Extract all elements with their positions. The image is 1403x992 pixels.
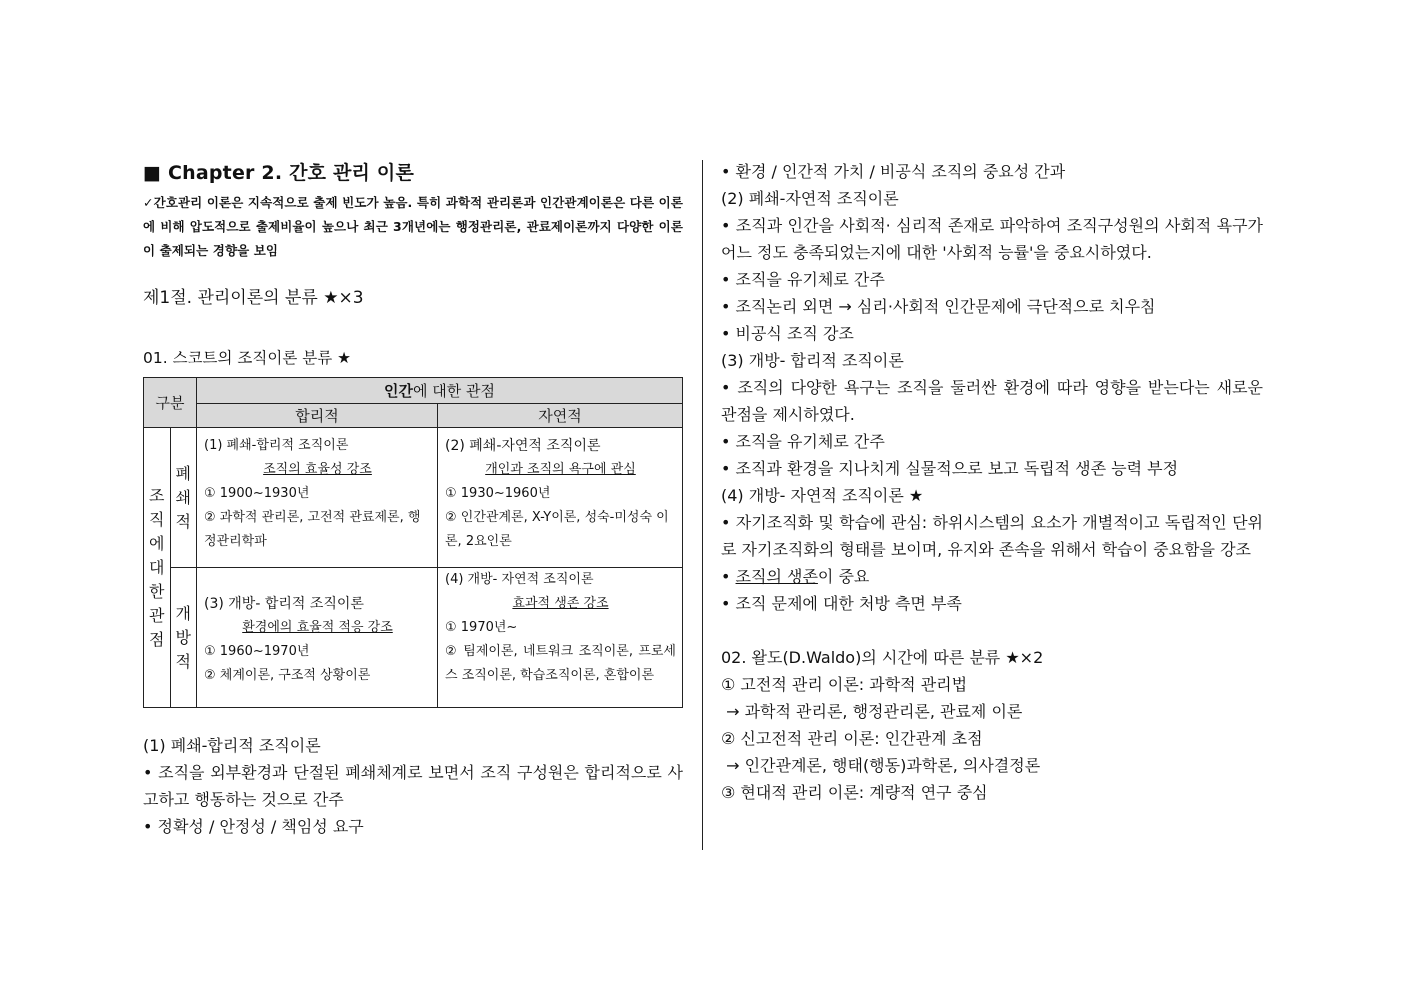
cell-open-rational: (3) 개방- 합리적 조직이론 환경에의 효율적 적응 강조 ① 1960~1970년 ② 체계이론, 구조적 상황이론 (197, 568, 438, 708)
bullet: • 조직의 다양한 욕구는 조직을 둘러싼 환경에 따라 영향을 받는다는 새로운 관점을 제시하였다. (721, 378, 1263, 424)
waldo-item: ② 신고전적 관리 이론: 인간관계 초점 (721, 729, 983, 748)
bullet: • 조직을 유기체로 간주 (721, 432, 885, 451)
left-body (143, 732, 683, 840)
waldo-item-detail: → 인간관계론, 행태(행동)과학론, 의사결정론 (721, 756, 1041, 775)
open-label: 개 방 적 (170, 568, 197, 708)
waldo-item: ① 고전적 관리 이론: 과학적 관리법 (721, 675, 968, 694)
bullet: • 조직을 유기체로 간주 (721, 270, 885, 289)
open-natural-heading: (4) 개방- 자연적 조직이론 ★ (721, 486, 924, 505)
bullet: • 자기조직화 및 학습에 관심: 하위시스템의 요소가 개별적이고 독립적인 단위로 자기조직화의 형태를 보이며, 유지와 존속을 위해서 학습이 중요함을 강조 (721, 513, 1263, 559)
cell-open-natural: (4) 개방- 자연적 조직이론 효과적 생존 강조 ① 1970년~ ② 팀제이론, 네트워크 조직이론, 프로세스 조직이론, 학습조직이론, 혼합이론 (438, 568, 683, 708)
header-human-bold: 인간 (384, 382, 413, 400)
header-human-view (197, 378, 683, 404)
closed-rational-heading: (1) 폐쇄-합리적 조직이론 (143, 736, 321, 755)
chapter-title: ■ Chapter 2. 간호 관리 이론 (143, 162, 415, 184)
bullet: • 정확성 / 안정성 / 책임성 요구 (143, 817, 364, 836)
chapter-intro: ✓간호관리 이론은 지속적으로 출제 빈도가 높음. 특히 과학적 관리론과 인간관계이론은 다른 이론에 비해 압도적으로 출제비율이 높으나 최근 3개년에는 행정관리론, 관료제이론까지 다양한 이론이 출제되는 경향을 보임 (143, 195, 683, 258)
section-title: 제1절. 관리이론의 분류 ★×3 (143, 288, 364, 308)
bullet: • 환경 / 인간적 가치 / 비공식 조직의 중요성 간과 (721, 162, 1066, 181)
header-natural: 자연적 (438, 404, 683, 428)
header-gubun: 구분 (144, 378, 197, 428)
bullet: • 조직논리 외면 → 심리·사회적 인간문제에 극단적으로 치우침 (721, 297, 1156, 316)
open-rational-heading: (3) 개방- 합리적 조직이론 (721, 351, 904, 370)
bullet: • 조직과 인간을 사회적· 심리적 존재로 파악하여 조직구성원의 사회적 욕구가 어느 정도 충족되었는지에 대한 '사회적 능률'을 중요시하였다. (721, 216, 1263, 262)
waldo-item-detail: → 과학적 관리론, 행정관리론, 관료제 이론 (721, 702, 1023, 721)
bullet: • 조직을 외부환경과 단절된 폐쇄체계로 보면서 조직 구성원은 합리적으로 사고하고 행동하는 것으로 간주 (143, 763, 683, 809)
subsection-01-title: 01. 스코트의 조직이론 분류 ★ (143, 349, 351, 367)
waldo-item: ③ 현대적 관리 이론: 계량적 연구 중심 (721, 783, 988, 802)
bullet: • 조직 문제에 대한 처방 측면 부족 (721, 594, 962, 613)
cell-closed-rational: (1) 폐쇄-합리적 조직이론 조직의 효율성 강조 ① 1900~1930년 ② 과학적 관리론, 고전적 관료제론, 행정관리학파 (197, 428, 438, 568)
header-rational: 합리적 (197, 404, 438, 428)
column-divider (702, 160, 703, 850)
subsection-02-title: 02. 왈도(D.Waldo)의 시간에 따른 분류 ★×2 (721, 648, 1044, 667)
scott-classification-table (143, 377, 683, 708)
right-column (721, 158, 1263, 806)
bullet: • 조직과 환경을 지나치게 실물적으로 보고 독립적 생존 능력 부정 (721, 459, 1179, 478)
bullet: • 조직의 생존이 중요 (721, 567, 870, 586)
cell-closed-natural: (2) 폐쇄-자연적 조직이론 개인과 조직의 욕구에 관심 ① 1930~1960년 ② 인간관계론, X-Y이론, 성숙-미성숙 이론, 2요인론 (438, 428, 683, 568)
bullet: • 비공식 조직 강조 (721, 324, 854, 343)
closed-natural-heading: (2) 폐쇄-자연적 조직이론 (721, 189, 899, 208)
header-human-rest: 에 대한 관점 (412, 382, 495, 400)
org-view-label: 조 직 에 대 한 관 점 (144, 428, 171, 708)
closed-label: 폐 쇄 적 (170, 428, 197, 568)
left-column (143, 158, 683, 840)
